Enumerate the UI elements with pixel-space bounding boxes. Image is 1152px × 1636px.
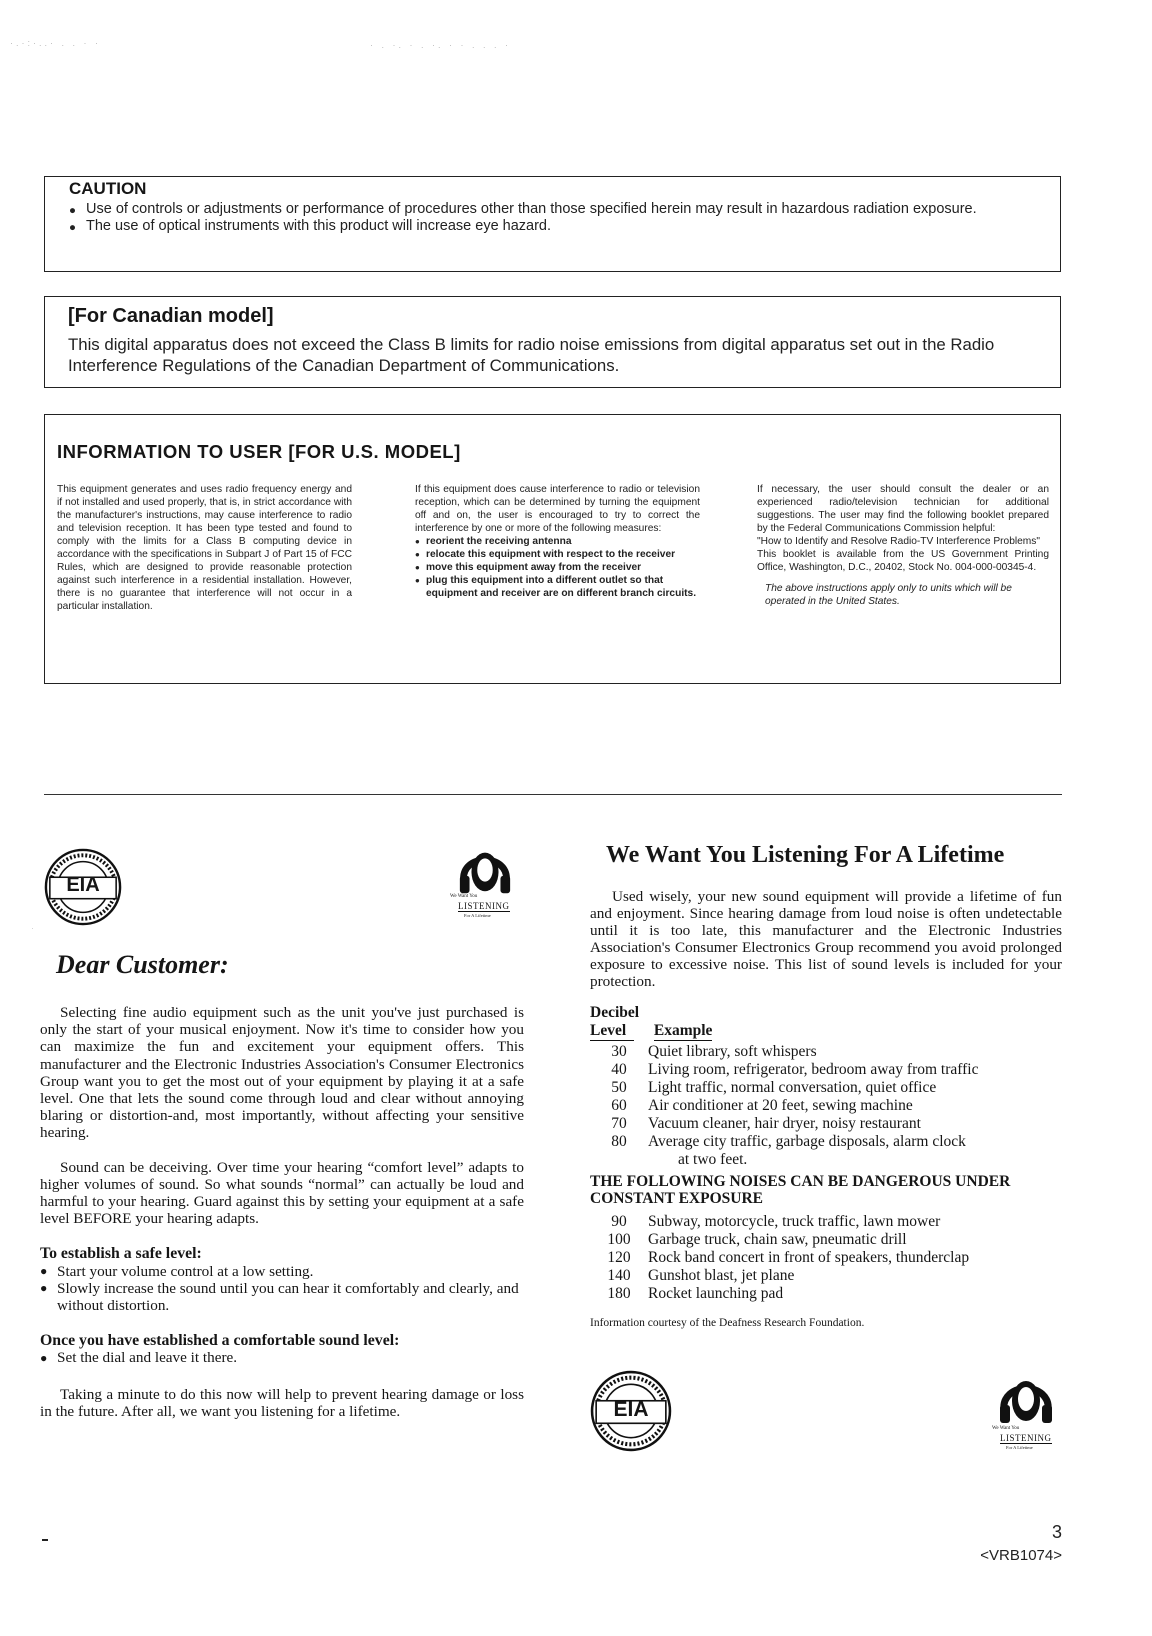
example-cell: Average city traffic, garbage disposals, alarm clock — [648, 1133, 966, 1150]
table-row — [590, 1061, 979, 1079]
measure-item: ● relocate this equipment with respect to the receiver — [415, 548, 700, 561]
caution-box — [44, 176, 1061, 272]
table-row — [590, 1231, 969, 1249]
example-cell: Garbage truck, chain saw, pneumatic drill — [648, 1231, 907, 1248]
scan-artifact: ·.·:·..· . . · · — [10, 38, 101, 48]
decibel-table-wrap — [590, 1004, 1062, 1329]
salutation: Dear Customer: — [56, 950, 229, 979]
canadian-text: This digital apparatus does not exceed the Class B limits for radio noise emissions from digital apparatus set out in the Radio Interference Regulations of the Canadian Department of Communications. — [68, 335, 995, 375]
safe-level-list — [40, 1263, 524, 1315]
us-info-box — [44, 414, 1061, 684]
table-row — [590, 1133, 979, 1151]
level-cell: 120 — [607, 1249, 631, 1266]
headphones-icon — [996, 1370, 1056, 1428]
table-row — [590, 1249, 969, 1267]
table-row — [590, 1285, 969, 1303]
left-para-1: Selecting fine audio equipment such as the unit you've just purchased is only the start of your musical enjoyment. Now it's time to consider how you can maximize the fun and excitement your equipment offers. This manufacturer and the Electronic Industries Association's Consumer Electronics Group want you to get the most out of your equipment by playing it at a safe level. One that lets the sound come through loud and clear without annoying blaring or distortion-and, most importantly, without affecting your sensitive hearing. — [40, 1004, 524, 1142]
us-info-col1: This equipment generates and uses radio frequency energy and if not installed and used properly, that is, in strict accordance with the manufacturer's instructions, may cause interference to radio and television reception. It has been type tested and found to comply with the limits for a Class B computing device in accordance with the specifications in Subpart J of Part 15 of FCC Rules, which are designed to provide reasonable protection against such interference in a residential installation. However, there is no guarantee that interference will not occur in a particular installation. — [57, 484, 352, 612]
decibel-subheader — [590, 1022, 1062, 1041]
example-cell: Light traffic, normal conversation, quiet office — [648, 1079, 937, 1096]
listening-small-text: We Want You — [450, 894, 478, 899]
example-cell: Gunshot blast, jet plane — [648, 1267, 795, 1284]
example-cell: Quiet library, soft whispers — [648, 1043, 817, 1060]
listening-small-text: We Want You — [992, 1426, 1020, 1431]
safe-level-item: ● Slowly increase the sound until you can hear it comfortably and clearly, and without distortion. — [40, 1280, 524, 1314]
level-cell: 180 — [607, 1285, 631, 1302]
measure-item: ● plug this equipment into a different outlet so that equipment and receiver are on different branch circuits. — [415, 574, 700, 600]
level-cell: 140 — [607, 1267, 631, 1284]
caution-item: ● Use of controls or adjustments or performance of procedures other than those specified herein may result in hazardous radiation exposure. — [69, 201, 1049, 218]
scan-mark — [42, 1539, 48, 1541]
example-cell-continued: at two feet. — [678, 1151, 748, 1168]
example-column-header: Example — [653, 1022, 713, 1039]
scan-artifact: · . ·. · . ·. · · . . . · — [370, 40, 511, 50]
level-cell: 90 — [611, 1213, 627, 1230]
us-info-measures — [415, 535, 700, 600]
listening-sub-text: For A Lifetime — [464, 913, 491, 918]
table-row — [590, 1079, 979, 1097]
comfortable-level-heading: Once you have established a comfortable sound level: — [40, 1332, 400, 1350]
eia-logo-text: EIA — [613, 1398, 649, 1421]
safe-level-heading: To establish a safe level: — [40, 1245, 202, 1263]
us-info-col3-p3: This booklet is available from the US Government Printing Office, Washington, D.C., 20402, Stock No. 004-000-00345-4. — [757, 549, 1049, 573]
table-row — [590, 1151, 979, 1169]
us-info-col2 — [415, 483, 700, 600]
table-row — [590, 1043, 979, 1061]
us-info-col2-intro: If this equipment does cause interference to radio or television reception, which can be determined by turning the equipment off and on, the user is encouraged to try to correct the interference by one or more of the following measures: — [415, 484, 700, 534]
decibel-header: Decibel — [590, 1004, 640, 1021]
table-row — [590, 1213, 969, 1231]
measure-item: ● move this equipment away from the receiver — [415, 561, 700, 574]
headphones-icon — [456, 842, 514, 898]
level-cell: 70 — [611, 1115, 627, 1132]
comfortable-level-list — [40, 1349, 524, 1366]
us-info-col3 — [757, 483, 1049, 608]
right-intro: Used wisely, your new sound equipment will provide a lifetime of fun and enjoyment. Since hearing damage from loud noise is often undetectable until it is too late, this manufacturer and the Electronic Industries Association's Consumer Electronics Group recommend you avoid prolonged exposure to excessive noise. This list of sound levels is included for your protection. — [590, 888, 1062, 990]
listening-logo — [450, 842, 522, 922]
example-cell: Rock band concert in front of speakers, thunderclap — [648, 1249, 970, 1266]
courtesy-note: Information courtesy of the Deafness Research Foundation. — [590, 1317, 865, 1329]
level-cell: 50 — [611, 1079, 627, 1096]
left-para-2: Sound can be deceiving. Over time your hearing “comfort level” adapts to higher volumes of sound. So what sounds “normal” can actually be loud and harmful to your hearing. Guard against this by setting your equipment at a safe level BEFORE your hearing adapts. — [40, 1158, 524, 1228]
safe-level-item: ● Start your volume control at a low setting. — [40, 1263, 524, 1280]
listening-logo-text: LISTENING — [458, 901, 510, 911]
caution-item: ● The use of optical instruments with this product will increase eye hazard. — [69, 218, 1049, 235]
canadian-title: [For Canadian model] — [68, 305, 274, 327]
level-cell: 30 — [611, 1043, 627, 1060]
listening-sub-text: For A Lifetime — [1006, 1445, 1033, 1450]
level-cell: 60 — [611, 1097, 627, 1114]
table-row — [590, 1115, 979, 1133]
eia-logo — [44, 848, 122, 926]
left-para-3: Taking a minute to do this now will help to prevent hearing damage or loss in the future. After all, we want you listening for a lifetime. — [40, 1385, 524, 1420]
danger-heading: THE FOLLOWING NOISES CAN BE DANGEROUS UNDER CONSTANT EXPOSURE — [590, 1173, 1011, 1207]
level-cell: 40 — [611, 1061, 627, 1078]
us-info-title: INFORMATION TO USER [FOR U.S. MODEL] — [57, 441, 461, 462]
page-number: 3 — [1051, 1522, 1062, 1542]
document-code: <VRB1074> — [980, 1547, 1062, 1564]
example-cell: Rocket launching pad — [648, 1285, 784, 1302]
level-cell: 80 — [611, 1133, 627, 1150]
eia-logo-text: EIA — [66, 874, 100, 896]
eia-logo-bottom — [590, 1370, 672, 1452]
us-info-col3-p1: If necessary, the user should consult the dealer or an experienced radio/television technician for additional suggestions. The user may find the following booklet prepared by the Federal Communications Commission helpful: — [757, 484, 1049, 534]
example-cell: Subway, motorcycle, truck traffic, lawn mower — [648, 1213, 941, 1230]
section-divider — [44, 794, 1062, 795]
listening-logo-text: LISTENING — [1000, 1433, 1052, 1443]
listening-logo-bottom — [990, 1370, 1062, 1454]
left-column — [40, 1004, 524, 1420]
us-info-note: The above instructions apply only to units which will be operated in the United States. — [765, 583, 1012, 607]
canadian-box — [44, 296, 1061, 388]
measure-item: ● reorient the receiving antenna — [415, 535, 700, 548]
comfortable-level-item: ● Set the dial and leave it there. — [40, 1349, 524, 1366]
level-column-header: Level — [590, 1022, 634, 1041]
example-cell: Vacuum cleaner, hair dryer, noisy restaurant — [648, 1115, 921, 1132]
level-cell: 100 — [607, 1231, 631, 1248]
table-row — [590, 1097, 979, 1115]
example-cell: Living room, refrigerator, bedroom away from traffic — [648, 1061, 979, 1078]
caution-list — [69, 201, 1049, 235]
table-row — [590, 1267, 969, 1285]
decibel-table — [590, 1043, 979, 1169]
danger-table — [590, 1213, 969, 1303]
right-title: We Want You Listening For A Lifetime — [606, 842, 1005, 868]
caution-title: CAUTION — [69, 179, 147, 198]
example-cell: Air conditioner at 20 feet, sewing machine — [648, 1097, 913, 1114]
us-info-col3-p2: "How to Identify and Resolve Radio-TV Interference Problems" — [757, 536, 1040, 547]
eia-logo-ring-text — [32, 928, 33, 929]
